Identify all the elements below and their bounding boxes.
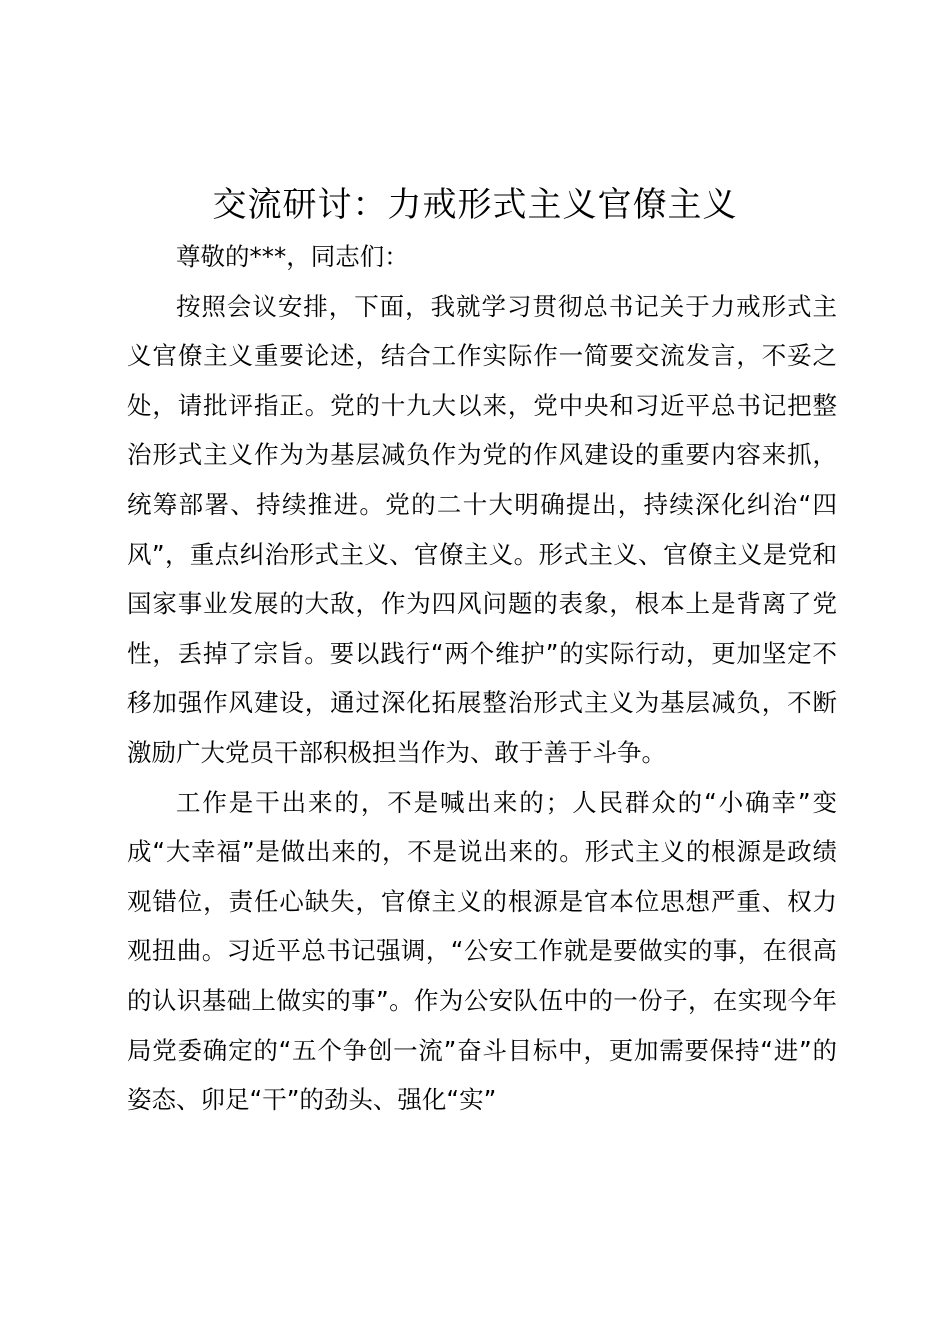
salutation: 尊敬的***，同志们： bbox=[176, 242, 409, 271]
document-title: 交流研讨：力戒形式主义官僚主义 bbox=[212, 185, 738, 225]
paragraph-2: 工作是干出来的，不是喊出来的；人民群众的“小确幸”变成“大幸福”是做出来的，不是说出来的。形式主义的根源是政绩观错位，责任心缺失，官僚主义的根源是官本位思想严重、权力观扭曲。习近平总书记强调，“公安工作就是要做实的事，在很高的认识基础上做实的事”。作为公安队伍中的一份子，在实现今年局党委确定的“五个争创一流”奋斗目标中，更加需要保持“进”的姿态、卯足“干”的劲头、强化“实” bbox=[127, 787, 837, 1115]
paragraph-1: 按照会议安排，下面，我就学习贯彻总书记关于力戒形式主义官僚主义重要论述，结合工作实际作一简要交流发言，不妥之处，请批评指正。党的十九大以来，党中央和习近平总书记把整治形式主义作为为基层减负作为党的作风建设的重要内容来抓，统筹部署、持续推进。党的二十大明确提出，持续深化纠治“四风”，重点纠治形式主义、官僚主义。形式主义、官僚主义是党和国家事业发展的大敌，作为四风问题的表象，根本上是背离了党性，丢掉了宗旨。要以践行“两个维护”的实际行动，更加坚定不移加强作风建设，通过深化拓展整治形式主义为基层减负，不断激励广大党员干部积极担当作为、敢于善于斗争。 bbox=[127, 291, 837, 767]
document-body bbox=[127, 232, 837, 1125]
